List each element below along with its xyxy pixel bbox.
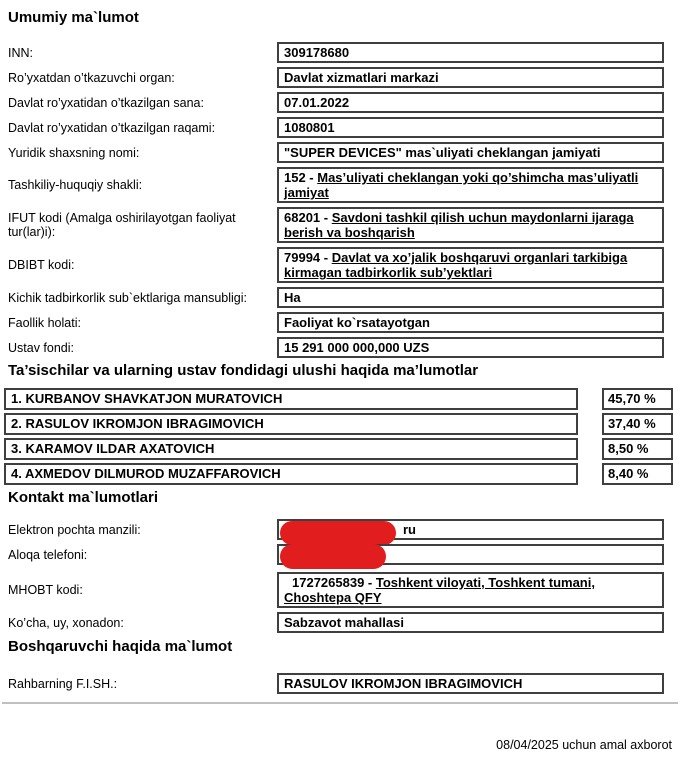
value-prefix: 79994 - [284, 250, 332, 265]
row-manager-name [0, 673, 680, 694]
field-label: Ustav fondi: [8, 340, 75, 355]
field-label: Ko’cha, uy, xonadon: [8, 615, 124, 630]
value-prefix: 68201 - [284, 210, 332, 225]
row-registration-date [0, 92, 680, 113]
table-row [4, 413, 680, 435]
field-label: Kichik tadbirkorlik sub`ektlariga mansubligi: [8, 290, 247, 305]
field-value-box: Davlat xizmatlari markazi [277, 67, 664, 88]
field-value-box [277, 167, 664, 203]
field-value-box: 309178680 [277, 42, 664, 63]
row-email [0, 519, 680, 540]
table-row [4, 463, 680, 485]
section-title-founders: Ta’sischilar va ularning ustav fondidagi ulushi haqida ma’lumotlar [8, 362, 479, 379]
email-value-box [277, 519, 664, 540]
founder-name-cell: 2. RASULOV IKROMJON IBRAGIMOVICH [4, 413, 578, 435]
phone-redaction-overlay [280, 544, 386, 569]
field-label: IFUT kodi (Amalga oshirilayotgan faoliyat tur(lar)i): [8, 211, 236, 239]
field-label: Tashkiliy-huquqiy shakli: [8, 178, 143, 192]
mhobt-value-box [277, 572, 664, 608]
founder-name-cell: 1. KURBANOV SHAVKATJON MURATOVICH [4, 388, 578, 410]
row-activity-status [0, 312, 680, 333]
field-label: Elektron pochta manzili: [8, 522, 141, 537]
row-registration-organ [0, 67, 680, 88]
report-date-footer: 08/04/2025 uchun amal axborot [496, 738, 672, 752]
row-charter-fund [0, 337, 680, 358]
field-label: DBIBT kodi: [8, 258, 75, 272]
field-value-box: 1080801 [277, 117, 664, 138]
phone-value-box [277, 544, 664, 565]
ifut-code-link[interactable]: Savdoni tashkil qilish uchun maydonlarni ijaraga berish va boshqarish [284, 210, 634, 240]
mhobt-link[interactable]: Toshkent viloyati, Toshkent tumani, Choshtepa QFY [284, 575, 595, 605]
field-value-box [277, 207, 664, 243]
founder-share-cell: 8,40 % [602, 463, 673, 485]
field-value-box: Faoliyat ko`rsatayotgan [277, 312, 664, 333]
row-dbibt-code [0, 247, 680, 283]
field-label: INN: [8, 45, 33, 60]
row-legal-form [0, 167, 680, 203]
field-value-box: "SUPER DEVICES" mas`uliyati cheklangan jamiyati [277, 142, 664, 163]
contacts-rows [0, 519, 680, 633]
legal-form-link[interactable]: Mas’uliyati cheklangan yoki qo’shimcha mas’uliyatli jamiyat [284, 170, 639, 200]
table-row [4, 438, 680, 460]
general-rows [0, 42, 680, 358]
row-small-business [0, 287, 680, 308]
row-inn [0, 42, 680, 63]
field-label: MHOBT kodi: [8, 583, 83, 597]
section-title-general: Umumiy ma`lumot [8, 9, 139, 26]
value-prefix: 1727265839 - [292, 575, 376, 590]
field-label: Faollik holati: [8, 315, 81, 330]
field-value-box: RASULOV IKROMJON IBRAGIMOVICH [277, 673, 664, 694]
field-label: Rahbarning F.I.SH.: [8, 676, 118, 691]
row-legal-name [0, 142, 680, 163]
founder-share-cell: 45,70 % [602, 388, 673, 410]
row-registration-number [0, 117, 680, 138]
row-mhobt [0, 572, 680, 608]
founder-share-cell: 8,50 % [602, 438, 673, 460]
field-value-box: 15 291 000 000,000 UZS [277, 337, 664, 358]
section-title-manager: Boshqaruvchi haqida ma`lumot [8, 638, 233, 655]
email-visible-suffix: ru [403, 522, 416, 537]
founder-share-cell: 37,40 % [602, 413, 673, 435]
row-phone [0, 544, 680, 565]
founders-table [0, 388, 680, 485]
field-value-box: 07.01.2022 [277, 92, 664, 113]
field-label: Ro’yxatdan o’tkazuvchi organ: [8, 70, 175, 85]
section-title-contacts: Kontakt ma`lumotlari [8, 489, 159, 506]
founder-name-cell: 3. KARAMOV ILDAR AXATOVICH [4, 438, 578, 460]
table-row [4, 388, 680, 410]
field-value-box [277, 247, 664, 283]
bottom-divider [2, 702, 678, 704]
email-redaction-overlay [280, 521, 396, 545]
field-label: Yuridik shaxsning nomi: [8, 145, 140, 160]
founder-name-cell: 4. AXMEDOV DILMUROD MUZAFFAROVICH [4, 463, 578, 485]
field-label: Davlat ro’yxatidan o’tkazilgan raqami: [8, 120, 216, 135]
row-ifut-code [0, 207, 680, 243]
field-value-box: Ha [277, 287, 664, 308]
field-value-box: Sabzavot mahallasi [277, 612, 664, 633]
field-label: Davlat ro’yxatidan o’tkazilgan sana: [8, 95, 204, 110]
field-label: Aloqa telefoni: [8, 547, 88, 562]
dbibt-code-link[interactable]: Davlat va xo’jalik boshqaruvi organlari tarkibiga kirmagan tadbirkorlik sub’yektlari [284, 250, 628, 280]
row-address [0, 612, 680, 633]
value-prefix: 152 - [284, 170, 318, 185]
